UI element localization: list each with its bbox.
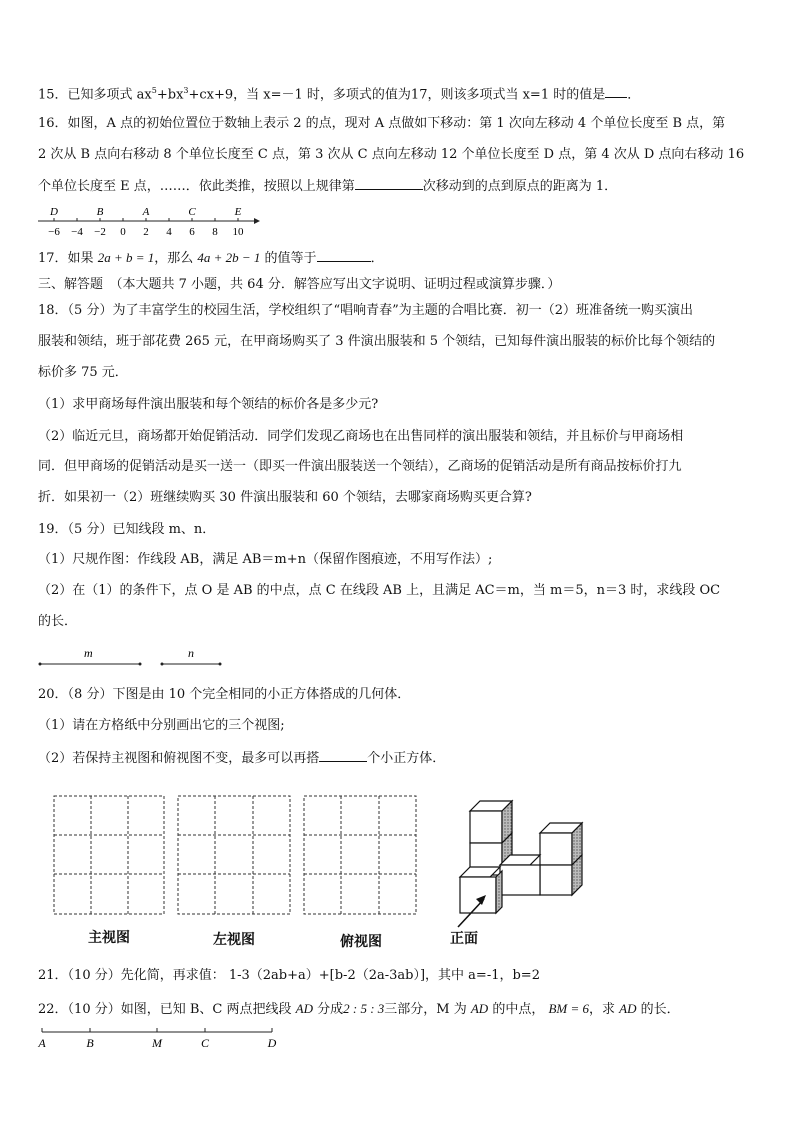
segment-point-D: D [267, 1036, 277, 1050]
q15-text-b: +bx [156, 87, 184, 103]
point-letter-D: D [50, 206, 58, 218]
q22-ad-2: AD [470, 1001, 489, 1016]
point-letter-C: C [188, 206, 196, 218]
q20-text-b: 个小正方体． [367, 751, 446, 766]
question-21: 21．（10 分）先化简，再求值： 1-3（2ab+a）+[b-2（2a-3ab）]，其中 a=-1，b=2 [38, 968, 540, 983]
q17-expr-1: 2a + b = 1 [97, 250, 155, 265]
axis-tick-label: −2 [94, 226, 106, 238]
q18-part-1: （1）求甲商场每件演出服装和每个领结的标价各是多少元? [38, 397, 379, 412]
segment-point-M: M [152, 1036, 162, 1050]
q15-text-a: 15．已知多项式 ax [38, 87, 152, 103]
q15-text-c: +cx+9，当 x=－1 时，多项式的值为17，则该多项式当 x=1 时的值是 [188, 87, 606, 103]
axis-tick-label: 8 [212, 226, 218, 238]
q20-line-1: 20．（8 分）下图是由 10 个完全相同的小正方体搭成的几何体． [38, 687, 411, 702]
axis-tick-label: 6 [189, 226, 195, 238]
q15-exp2: 3 [183, 86, 189, 95]
q17-text-a: 17．如果 [38, 251, 98, 266]
left-view-grid[interactable] [178, 796, 290, 914]
q22-text-f: 的长． [636, 1002, 680, 1017]
q22-ad-1: AD [295, 1001, 313, 1016]
front-view-grid[interactable] [54, 796, 164, 914]
q17-end: ． [370, 251, 384, 266]
q20-part-1: （1）请在方格纸中分别画出它的三个视图; [38, 718, 285, 733]
q15-end: ． [627, 87, 641, 103]
segment-ad-figure [34, 1026, 284, 1052]
top-view-label: 俯视图 [340, 934, 382, 950]
q22-bm: BM = 6 [548, 1001, 590, 1016]
q16-text-a: 个单位长度至 E 点，……．依此类推，按照以上规律第 [38, 179, 355, 194]
q22-text-a: 22．（10 分）如图，已知 B、C 两点把线段 [38, 1002, 296, 1017]
segment-point-C: C [200, 1036, 210, 1050]
q20-part-2 [38, 747, 445, 769]
axis-tick-label: 0 [120, 226, 126, 238]
segment-point-B: B [86, 1036, 94, 1050]
q16-line-3 [38, 175, 617, 197]
front-view-label: 主视图 [88, 930, 130, 946]
left-view-label: 左视图 [213, 932, 255, 948]
q18-line-2: 服装和领结，班于部花费 265 元，在甲商场购买了 3 件演出服装和 5 个领结，已知每件演出服装的标价比每个领结的 [38, 334, 716, 349]
q15-exp1: 5 [151, 86, 157, 95]
question-22 [38, 999, 680, 1020]
q15-answer-blank[interactable] [605, 83, 627, 98]
q18-part-2a: （2）临近元旦，商场都开始促销活动．同学们发现乙商场也在出售同样的演出服装和领结，并且标价与甲商场相 [38, 429, 684, 444]
q22-ratio: 2 : 5 : 3 [343, 1001, 385, 1016]
q16-line-1: 16．如图，A 点的初始位置位于数轴上表示 2 的点，现对 A 点做如下移动：第 1 次向左移动 4 个单位长度至 B 点，第 [38, 116, 726, 131]
q19-line-1: 19．（5 分）已知线段 m、n． [38, 522, 216, 537]
q16-text-b: 次移动到的点到原点的距离为 1． [422, 179, 618, 194]
q18-line-1: 18．（5 分）为了丰富学生的校园生活，学校组织了“唱响青春”为主题的合唱比赛．初一（2）班准备统一购买演出 [38, 303, 694, 318]
q16-line-2: 2 次从 B 点向右移动 8 个单位长度至 C 点，第 3 次从 C 点向左移动 12 个单位长度至 D 点，第 4 次从 D 点向右移动 16 [38, 147, 745, 162]
q19-part-1: （1）尺规作图：作线段 AB，满足 AB＝m+n（保留作图痕迹，不用写作法）; [38, 552, 493, 567]
point-letter-A: A [142, 206, 150, 218]
q20-answer-blank[interactable] [319, 747, 367, 762]
point-letter-B: B [96, 206, 104, 218]
axis-tick-label: −6 [48, 226, 60, 238]
top-view-grid[interactable] [304, 796, 416, 914]
q18-line-3: 标价多 75 元． [38, 365, 128, 380]
point-letter-E: E [234, 206, 242, 218]
axis-tick-label: 2 [143, 226, 149, 238]
question-17 [38, 247, 384, 269]
axis-arrow-icon [254, 218, 260, 224]
q19-part-2a: （2）在（1）的条件下，点 O 是 AB 的中点，点 C 在线段 AB 上，且满足 AC＝m，当 m＝5，n＝3 时，求线段 OC [38, 583, 721, 598]
q22-text-b: 分成 [312, 1002, 344, 1017]
axis-tick-label: 4 [166, 226, 172, 238]
front-face-label: 正面 [450, 931, 478, 947]
q18-part-2b: 同．但甲商场的促销活动是买一送一（即买一件演出服装送一个领结），乙商场的促销活动是所有商品按标价打九 [38, 459, 682, 474]
view-grids [48, 792, 428, 920]
segment-point-A: A [38, 1036, 46, 1050]
section-3-heading: 三、解答题 （本大题共 7 小题，共 64 分．解答应写出文字说明、证明过程或演算步骤．） [38, 277, 561, 292]
q22-text-d: 的中点， [488, 1002, 549, 1017]
q22-text-e: ，求 [589, 1002, 620, 1017]
cube-stack-figure [450, 795, 600, 945]
segments-m-n-figure [36, 645, 236, 671]
segment-m-label: m [84, 646, 93, 660]
q16-answer-blank[interactable] [355, 175, 423, 190]
q17-text-b: ，那么 [154, 251, 198, 266]
q17-text-c: 的值等于 [260, 251, 317, 266]
q22-text-c: 三部分，M 为 [384, 1002, 471, 1017]
q17-answer-blank[interactable] [317, 247, 371, 262]
segment-n-label: n [188, 646, 194, 660]
q20-text-a: （2）若保持主视图和俯视图不变，最多可以再搭 [38, 751, 320, 766]
q19-part-2b: 的长． [38, 614, 78, 629]
axis-tick-label: −4 [71, 226, 83, 238]
axis-tick-label: 10 [232, 226, 244, 238]
question-15 [38, 81, 640, 105]
q18-part-2c: 折．如果初一（2）班继续购买 30 件演出服装和 60 个领结，去哪家商场购买更合算? [38, 490, 532, 505]
number-line-figure [36, 204, 266, 238]
q22-ad-3: AD [619, 1001, 637, 1016]
q17-expr-2: 4a + 2b − 1 [197, 250, 261, 265]
